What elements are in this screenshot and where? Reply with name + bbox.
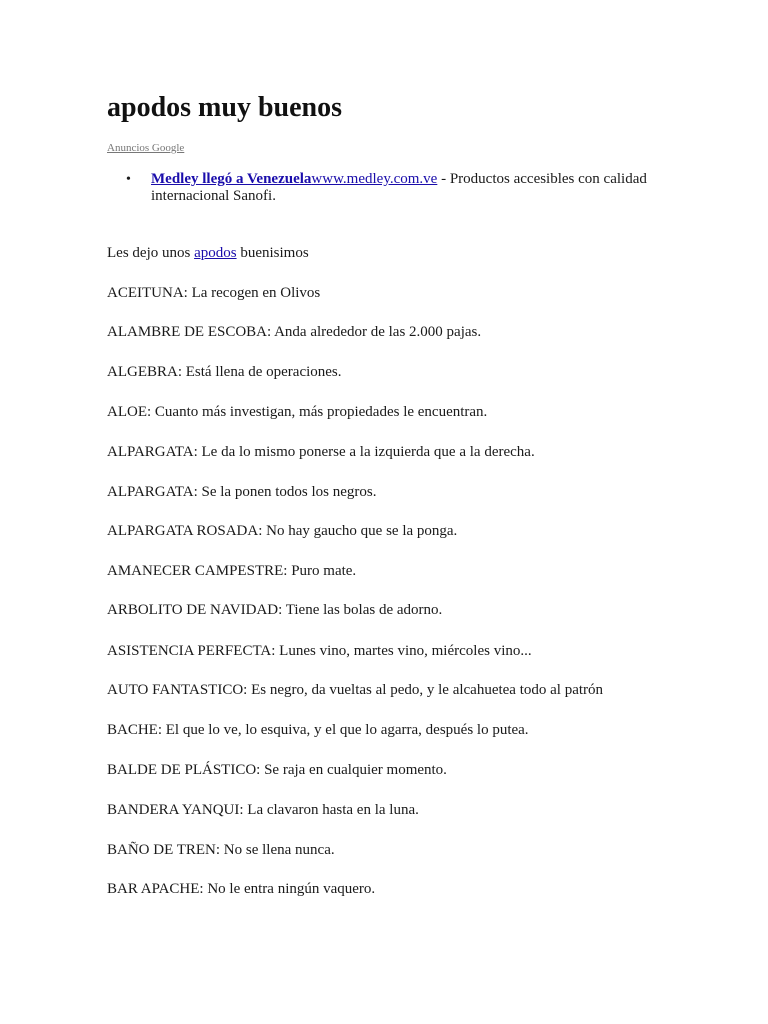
entry-paragraph: ALOE: Cuanto más investigan, más propiedades le encuentran. bbox=[107, 404, 488, 420]
intro-paragraph bbox=[107, 243, 309, 263]
ad-url-link[interactable]: www.medley.com.ve bbox=[311, 171, 438, 187]
ad-separator: - bbox=[437, 171, 450, 187]
entry-paragraph: ASISTENCIA PERFECTA: Lunes vino, martes vino, miércoles vino... bbox=[107, 643, 532, 659]
ad-title-link[interactable]: Medley llegó a Venezuela bbox=[151, 171, 312, 187]
entry-paragraph: BAR APACHE: No le entra ningún vaquero. bbox=[107, 881, 376, 897]
entry-paragraph: ALGEBRA: Está llena de operaciones. bbox=[107, 364, 342, 380]
entry-paragraph: ALPARGATA: Le da lo mismo ponerse a la izquierda que a la derecha. bbox=[107, 444, 535, 460]
bullet-icon: • bbox=[126, 172, 131, 187]
entry-paragraph: BACHE: El que lo ve, lo esquiva, y el que lo agarra, después lo putea. bbox=[107, 722, 529, 738]
entry-paragraph: ALPARGATA ROSADA: No hay gaucho que se la ponga. bbox=[107, 523, 458, 539]
ads-label-link[interactable]: Anuncios Google bbox=[107, 142, 185, 154]
entry-paragraph: ARBOLITO DE NAVIDAD: Tiene las bolas de adorno. bbox=[107, 602, 443, 618]
ad-item bbox=[107, 171, 667, 205]
page-title: apodos muy buenos bbox=[107, 92, 342, 123]
ad-description: Productos accesibles con calidad internacional Sanofi. bbox=[151, 171, 647, 204]
entry-paragraph: ALPARGATA: Se la ponen todos los negros. bbox=[107, 484, 377, 500]
apodos-link[interactable]: apodos bbox=[194, 245, 237, 261]
entry-paragraph: ALAMBRE DE ESCOBA: Anda alrededor de las 2.000 pajas. bbox=[107, 324, 482, 340]
intro-text-before: Les dejo unos bbox=[107, 245, 195, 261]
entry-paragraph: AUTO FANTASTICO: Es negro, da vueltas al pedo, y le alcahuetea todo al patrón bbox=[107, 682, 604, 698]
entry-paragraph: ACEITUNA: La recogen en Olivos bbox=[107, 285, 321, 301]
entry-paragraph: AMANECER CAMPESTRE: Puro mate. bbox=[107, 563, 357, 579]
entry-paragraph: BANDERA YANQUI: La clavaron hasta en la luna. bbox=[107, 802, 419, 818]
intro-text-after: buenisimos bbox=[236, 245, 309, 261]
ad-list bbox=[107, 171, 667, 205]
entry-paragraph: BALDE DE PLÁSTICO: Se raja en cualquier momento. bbox=[107, 762, 447, 778]
entry-paragraph: BAÑO DE TREN: No se llena nunca. bbox=[107, 842, 335, 858]
